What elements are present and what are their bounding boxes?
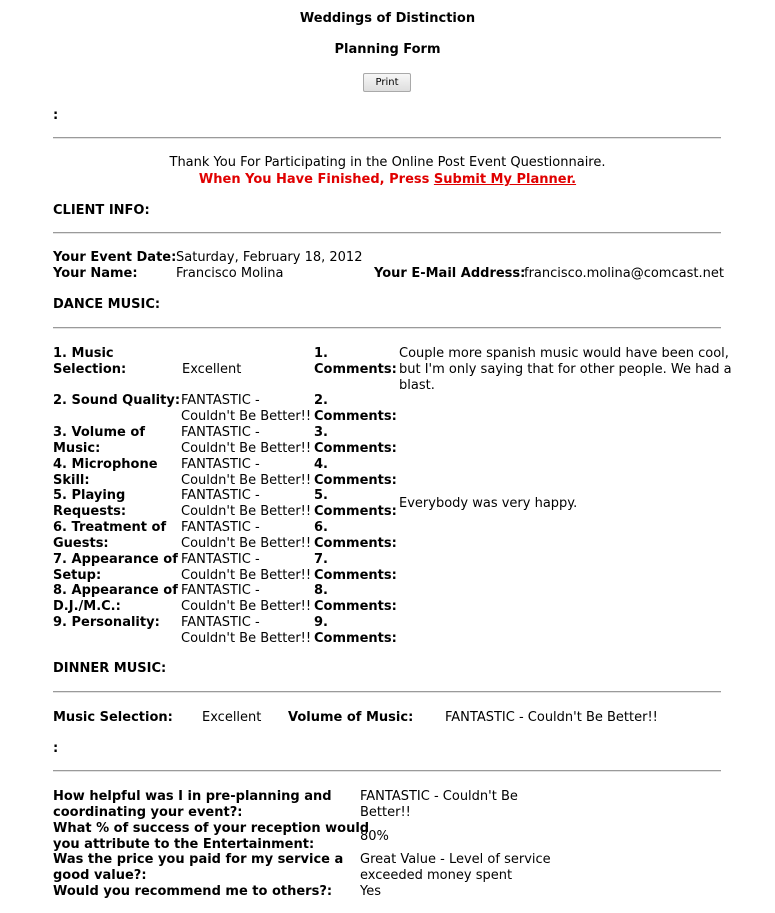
comment-label: 2. — [314, 393, 328, 408]
section-colon: : — [53, 108, 59, 123]
survey-answer: 80% — [360, 829, 389, 844]
comment-text: Everybody was very happy. — [399, 496, 578, 511]
comment-label: 4. — [314, 457, 328, 472]
comment-label: 9. — [314, 615, 328, 630]
comment-label: 1. — [314, 346, 328, 361]
dance-music-heading: DANCE MUSIC: — [53, 297, 161, 312]
divider — [53, 137, 721, 139]
client-info-heading: CLIENT INFO: — [53, 203, 150, 218]
comment-label: Comments: — [314, 409, 397, 424]
rating-value: Couldn't Be Better!! — [181, 568, 312, 583]
print-button[interactable]: Print — [363, 73, 411, 92]
thanks-text: Thank You For Participating in the Online Post Event Questionnaire. — [169, 155, 606, 170]
dinner-music-heading: DINNER MUSIC: — [53, 661, 167, 676]
rating-value: Couldn't Be Better!! — [181, 599, 312, 614]
rating-label: 7. Appearance of — [53, 552, 178, 567]
rating-label: Music: — [53, 441, 101, 456]
rating-label: 3. Volume of — [53, 425, 145, 440]
event-date-value: Saturday, February 18, 2012 — [176, 250, 363, 265]
rating-value: FANTASTIC - — [181, 393, 260, 408]
dinner-selection-value: Excellent — [202, 710, 262, 725]
rating-value: Couldn't Be Better!! — [181, 536, 312, 551]
survey-question: Was the price you paid for my service a — [53, 852, 344, 867]
rating-label: Selection: — [53, 362, 127, 377]
name-value: Francisco Molina — [176, 266, 284, 281]
email-label: Your E-Mail Address: — [374, 266, 526, 281]
section-colon: : — [53, 741, 59, 756]
comment-text: but I'm only saying that for other people. We had a — [399, 362, 732, 377]
divider — [53, 232, 721, 234]
rating-label: D.J./M.C.: — [53, 599, 121, 614]
survey-answer: Better!! — [360, 805, 411, 820]
rating-label: 4. Microphone — [53, 457, 158, 472]
comment-label: Comments: — [314, 441, 397, 456]
rating-label: Setup: — [53, 568, 102, 583]
survey-answer: Yes — [360, 884, 381, 899]
rating-value: Excellent — [182, 362, 242, 377]
finish-instruction — [0, 172, 775, 188]
divider — [53, 691, 721, 693]
survey-question: How helpful was I in pre-planning and — [53, 789, 332, 804]
comment-label: 6. — [314, 520, 328, 535]
divider — [53, 327, 721, 329]
rating-value: FANTASTIC - — [181, 520, 260, 535]
comment-text: Couple more spanish music would have been cool, — [399, 346, 729, 361]
comment-label: Comments: — [314, 631, 397, 646]
rating-value: Couldn't Be Better!! — [181, 441, 312, 456]
rating-label: Requests: — [53, 504, 127, 519]
email-value: francisco.molina@comcast.net — [524, 266, 724, 281]
finish-prefix: When You Have Finished, Press — [198, 172, 434, 187]
event-date-label: Your Event Date: — [53, 250, 177, 265]
dinner-selection-label: Music Selection: — [53, 710, 173, 725]
comment-label: Comments: — [314, 362, 397, 377]
comment-text: blast. — [399, 378, 435, 393]
rating-value: Couldn't Be Better!! — [181, 473, 312, 488]
comment-label: 7. — [314, 552, 328, 567]
rating-label: 9. Personality: — [53, 615, 160, 630]
form-title: Planning Form — [334, 42, 441, 57]
comment-label: 5. — [314, 488, 328, 503]
comment-label: 3. — [314, 425, 328, 440]
dinner-volume-value: FANTASTIC - Couldn't Be Better!! — [445, 710, 658, 725]
comment-label: Comments: — [314, 504, 397, 519]
comment-label: Comments: — [314, 599, 397, 614]
rating-value: Couldn't Be Better!! — [181, 631, 312, 646]
rating-label: 5. Playing — [53, 488, 126, 503]
survey-answer: FANTASTIC - Couldn't Be — [360, 789, 518, 804]
rating-value: FANTASTIC - — [181, 457, 260, 472]
comment-label: Comments: — [314, 473, 397, 488]
comment-label: Comments: — [314, 536, 397, 551]
rating-value: FANTASTIC - — [181, 425, 260, 440]
survey-question: you attribute to the Entertainment: — [53, 837, 315, 852]
rating-value: FANTASTIC - — [181, 488, 260, 503]
name-label: Your Name: — [53, 266, 138, 281]
rating-value: Couldn't Be Better!! — [181, 409, 312, 424]
rating-label: 1. Music — [53, 346, 114, 361]
dinner-volume-label: Volume of Music: — [288, 710, 414, 725]
comment-label: 8. — [314, 583, 328, 598]
submit-planner-link[interactable]: Submit My Planner. — [433, 172, 577, 187]
survey-question: Would you recommend me to others?: — [53, 884, 333, 899]
comment-label: Comments: — [314, 568, 397, 583]
survey-question: What % of success of your reception would — [53, 821, 370, 836]
survey-question: coordinating your event?: — [53, 805, 243, 820]
survey-question: good value?: — [53, 868, 147, 883]
rating-value: FANTASTIC - — [181, 615, 260, 630]
survey-answer: Great Value - Level of service — [360, 852, 551, 867]
rating-label: Guests: — [53, 536, 109, 551]
rating-label: 6. Treatment of — [53, 520, 167, 535]
divider — [53, 770, 721, 772]
rating-value: Couldn't Be Better!! — [181, 504, 312, 519]
rating-value: FANTASTIC - — [181, 583, 260, 598]
company-title: Weddings of Distinction — [299, 11, 476, 26]
rating-label: Skill: — [53, 473, 90, 488]
rating-label: 8. Appearance of — [53, 583, 178, 598]
rating-label: 2. Sound Quality: — [53, 393, 181, 408]
survey-answer: exceeded money spent — [360, 868, 513, 883]
rating-value: FANTASTIC - — [181, 552, 260, 567]
